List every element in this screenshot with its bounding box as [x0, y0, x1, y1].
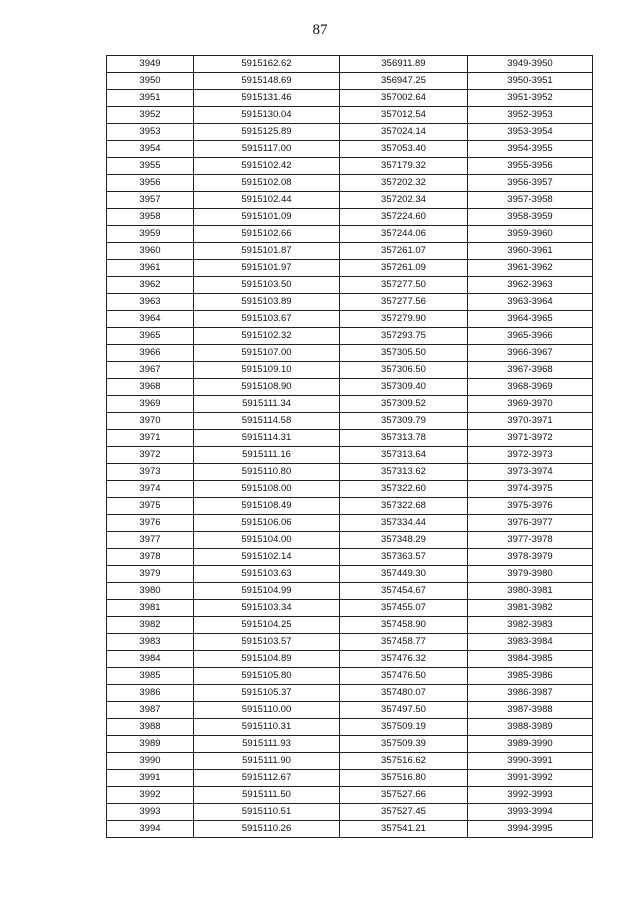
segment-cell: 3964-3965: [468, 311, 593, 328]
point-number-cell: 3956: [107, 175, 194, 192]
table-row: [107, 192, 593, 209]
segment-cell: 3977-3978: [468, 532, 593, 549]
x-coordinate-cell: 5915114.31: [194, 430, 340, 447]
point-number-cell: 3994: [107, 821, 194, 838]
table-row: [107, 600, 593, 617]
segment-cell: 3970-3971: [468, 413, 593, 430]
y-coordinate-cell: 357313.62: [340, 464, 468, 481]
segment-cell: 3986-3987: [468, 685, 593, 702]
x-coordinate-cell: 5915101.97: [194, 260, 340, 277]
point-number-cell: 3985: [107, 668, 194, 685]
point-number-cell: 3976: [107, 515, 194, 532]
y-coordinate-cell: 357012.54: [340, 107, 468, 124]
x-coordinate-cell: 5915102.66: [194, 226, 340, 243]
point-number-cell: 3981: [107, 600, 194, 617]
segment-cell: 3960-3961: [468, 243, 593, 260]
point-number-cell: 3990: [107, 753, 194, 770]
segment-cell: 3975-3976: [468, 498, 593, 515]
table-row: [107, 107, 593, 124]
table-row: [107, 362, 593, 379]
point-number-cell: 3960: [107, 243, 194, 260]
segment-cell: 3962-3963: [468, 277, 593, 294]
y-coordinate-cell: 357293.75: [340, 328, 468, 345]
point-number-cell: 3987: [107, 702, 194, 719]
point-number-cell: 3961: [107, 260, 194, 277]
segment-cell: 3984-3985: [468, 651, 593, 668]
table-row: [107, 651, 593, 668]
point-number-cell: 3967: [107, 362, 194, 379]
point-number-cell: 3951: [107, 90, 194, 107]
table-row: [107, 226, 593, 243]
point-number-cell: 3953: [107, 124, 194, 141]
y-coordinate-cell: 357480.07: [340, 685, 468, 702]
point-number-cell: 3983: [107, 634, 194, 651]
y-coordinate-cell: 357305.50: [340, 345, 468, 362]
y-coordinate-cell: 357509.19: [340, 719, 468, 736]
table-row: [107, 702, 593, 719]
table-row: [107, 668, 593, 685]
y-coordinate-cell: 357458.90: [340, 617, 468, 634]
segment-cell: 3979-3980: [468, 566, 593, 583]
x-coordinate-cell: 5915112.67: [194, 770, 340, 787]
y-coordinate-cell: 357306.50: [340, 362, 468, 379]
y-coordinate-cell: 357322.60: [340, 481, 468, 498]
x-coordinate-cell: 5915103.67: [194, 311, 340, 328]
table-row: [107, 328, 593, 345]
table-row: [107, 345, 593, 362]
point-number-cell: 3973: [107, 464, 194, 481]
table-row: [107, 515, 593, 532]
table-row: [107, 566, 593, 583]
segment-cell: 3978-3979: [468, 549, 593, 566]
x-coordinate-cell: 5915102.42: [194, 158, 340, 175]
segment-cell: 3965-3966: [468, 328, 593, 345]
point-number-cell: 3972: [107, 447, 194, 464]
y-coordinate-cell: 357309.40: [340, 379, 468, 396]
y-coordinate-cell: 357309.52: [340, 396, 468, 413]
y-coordinate-cell: 356947.25: [340, 73, 468, 90]
x-coordinate-cell: 5915103.57: [194, 634, 340, 651]
segment-cell: 3954-3955: [468, 141, 593, 158]
x-coordinate-cell: 5915102.32: [194, 328, 340, 345]
x-coordinate-cell: 5915102.08: [194, 175, 340, 192]
table-row: [107, 447, 593, 464]
x-coordinate-cell: 5915102.44: [194, 192, 340, 209]
segment-cell: 3961-3962: [468, 260, 593, 277]
x-coordinate-cell: 5915148.69: [194, 73, 340, 90]
y-coordinate-cell: 357527.45: [340, 804, 468, 821]
table-row: [107, 158, 593, 175]
table-row: [107, 243, 593, 260]
point-number-cell: 3959: [107, 226, 194, 243]
point-number-cell: 3986: [107, 685, 194, 702]
coordinates-table-body: [107, 56, 593, 838]
table-row: [107, 413, 593, 430]
y-coordinate-cell: 357516.62: [340, 753, 468, 770]
segment-cell: 3983-3984: [468, 634, 593, 651]
x-coordinate-cell: 5915125.89: [194, 124, 340, 141]
y-coordinate-cell: 357476.50: [340, 668, 468, 685]
y-coordinate-cell: 357334.44: [340, 515, 468, 532]
segment-cell: 3949-3950: [468, 56, 593, 73]
y-coordinate-cell: 357261.09: [340, 260, 468, 277]
table-row: [107, 277, 593, 294]
table-row: [107, 617, 593, 634]
y-coordinate-cell: 357179.32: [340, 158, 468, 175]
coordinates-table: [106, 55, 593, 838]
table-row: [107, 56, 593, 73]
y-coordinate-cell: 357261.07: [340, 243, 468, 260]
x-coordinate-cell: 5915103.63: [194, 566, 340, 583]
point-number-cell: 3980: [107, 583, 194, 600]
point-number-cell: 3950: [107, 73, 194, 90]
segment-cell: 3950-3951: [468, 73, 593, 90]
y-coordinate-cell: 357277.50: [340, 277, 468, 294]
segment-cell: 3967-3968: [468, 362, 593, 379]
point-number-cell: 3978: [107, 549, 194, 566]
x-coordinate-cell: 5915101.09: [194, 209, 340, 226]
x-coordinate-cell: 5915104.89: [194, 651, 340, 668]
y-coordinate-cell: 357322.68: [340, 498, 468, 515]
point-number-cell: 3954: [107, 141, 194, 158]
segment-cell: 3976-3977: [468, 515, 593, 532]
point-number-cell: 3952: [107, 107, 194, 124]
x-coordinate-cell: 5915117.00: [194, 141, 340, 158]
table-row: [107, 532, 593, 549]
segment-cell: 3974-3975: [468, 481, 593, 498]
table-row: [107, 804, 593, 821]
x-coordinate-cell: 5915103.34: [194, 600, 340, 617]
point-number-cell: 3988: [107, 719, 194, 736]
point-number-cell: 3949: [107, 56, 194, 73]
x-coordinate-cell: 5915104.25: [194, 617, 340, 634]
x-coordinate-cell: 5915111.90: [194, 753, 340, 770]
segment-cell: 3985-3986: [468, 668, 593, 685]
point-number-cell: 3991: [107, 770, 194, 787]
x-coordinate-cell: 5915111.16: [194, 447, 340, 464]
table-row: [107, 770, 593, 787]
point-number-cell: 3969: [107, 396, 194, 413]
y-coordinate-cell: 357202.32: [340, 175, 468, 192]
point-number-cell: 3993: [107, 804, 194, 821]
table-row: [107, 430, 593, 447]
point-number-cell: 3955: [107, 158, 194, 175]
point-number-cell: 3958: [107, 209, 194, 226]
point-number-cell: 3989: [107, 736, 194, 753]
y-coordinate-cell: 357509.39: [340, 736, 468, 753]
point-number-cell: 3977: [107, 532, 194, 549]
x-coordinate-cell: 5915110.80: [194, 464, 340, 481]
y-coordinate-cell: 357244.06: [340, 226, 468, 243]
table-row: [107, 124, 593, 141]
y-coordinate-cell: 357277.56: [340, 294, 468, 311]
segment-cell: 3972-3973: [468, 447, 593, 464]
x-coordinate-cell: 5915107.00: [194, 345, 340, 362]
point-number-cell: 3992: [107, 787, 194, 804]
point-number-cell: 3974: [107, 481, 194, 498]
x-coordinate-cell: 5915110.51: [194, 804, 340, 821]
x-coordinate-cell: 5915108.49: [194, 498, 340, 515]
point-number-cell: 3963: [107, 294, 194, 311]
table-row: [107, 583, 593, 600]
table-row: [107, 90, 593, 107]
x-coordinate-cell: 5915104.99: [194, 583, 340, 600]
y-coordinate-cell: 357279.90: [340, 311, 468, 328]
point-number-cell: 3965: [107, 328, 194, 345]
table-row: [107, 549, 593, 566]
segment-cell: 3953-3954: [468, 124, 593, 141]
x-coordinate-cell: 5915111.93: [194, 736, 340, 753]
x-coordinate-cell: 5915110.26: [194, 821, 340, 838]
page-number: 87: [312, 22, 328, 38]
segment-cell: 3956-3957: [468, 175, 593, 192]
point-number-cell: 3971: [107, 430, 194, 447]
table-row: [107, 634, 593, 651]
segment-cell: 3989-3990: [468, 736, 593, 753]
y-coordinate-cell: 356911.89: [340, 56, 468, 73]
y-coordinate-cell: 357363.57: [340, 549, 468, 566]
x-coordinate-cell: 5915105.37: [194, 685, 340, 702]
segment-cell: 3957-3958: [468, 192, 593, 209]
x-coordinate-cell: 5915130.04: [194, 107, 340, 124]
segment-cell: 3980-3981: [468, 583, 593, 600]
x-coordinate-cell: 5915105.80: [194, 668, 340, 685]
point-number-cell: 3957: [107, 192, 194, 209]
table-row: [107, 260, 593, 277]
point-number-cell: 3970: [107, 413, 194, 430]
table-row: [107, 787, 593, 804]
point-number-cell: 3964: [107, 311, 194, 328]
y-coordinate-cell: 357541.21: [340, 821, 468, 838]
y-coordinate-cell: 357516.80: [340, 770, 468, 787]
x-coordinate-cell: 5915102.14: [194, 549, 340, 566]
segment-cell: 3959-3960: [468, 226, 593, 243]
segment-cell: 3955-3956: [468, 158, 593, 175]
segment-cell: 3981-3982: [468, 600, 593, 617]
segment-cell: 3973-3974: [468, 464, 593, 481]
table-row: [107, 685, 593, 702]
table-row: [107, 209, 593, 226]
y-coordinate-cell: 357458.77: [340, 634, 468, 651]
table-row: [107, 141, 593, 158]
y-coordinate-cell: 357313.64: [340, 447, 468, 464]
point-number-cell: 3982: [107, 617, 194, 634]
point-number-cell: 3984: [107, 651, 194, 668]
y-coordinate-cell: 357024.14: [340, 124, 468, 141]
y-coordinate-cell: 357527.66: [340, 787, 468, 804]
table-row: [107, 73, 593, 90]
segment-cell: 3971-3972: [468, 430, 593, 447]
x-coordinate-cell: 5915109.10: [194, 362, 340, 379]
table-row: [107, 719, 593, 736]
table-row: [107, 498, 593, 515]
table-row: [107, 464, 593, 481]
y-coordinate-cell: 357497.50: [340, 702, 468, 719]
table-row: [107, 294, 593, 311]
table-row: [107, 396, 593, 413]
y-coordinate-cell: 357449.30: [340, 566, 468, 583]
segment-cell: 3952-3953: [468, 107, 593, 124]
x-coordinate-cell: 5915103.89: [194, 294, 340, 311]
x-coordinate-cell: 5915101.87: [194, 243, 340, 260]
x-coordinate-cell: 5915103.50: [194, 277, 340, 294]
y-coordinate-cell: 357002.64: [340, 90, 468, 107]
point-number-cell: 3966: [107, 345, 194, 362]
table-row: [107, 175, 593, 192]
segment-cell: 3990-3991: [468, 753, 593, 770]
x-coordinate-cell: 5915110.31: [194, 719, 340, 736]
y-coordinate-cell: 357224.60: [340, 209, 468, 226]
segment-cell: 3992-3993: [468, 787, 593, 804]
segment-cell: 3991-3992: [468, 770, 593, 787]
segment-cell: 3969-3970: [468, 396, 593, 413]
y-coordinate-cell: 357202.34: [340, 192, 468, 209]
y-coordinate-cell: 357309.79: [340, 413, 468, 430]
segment-cell: 3963-3964: [468, 294, 593, 311]
x-coordinate-cell: 5915131.46: [194, 90, 340, 107]
segment-cell: 3982-3983: [468, 617, 593, 634]
segment-cell: 3968-3969: [468, 379, 593, 396]
segment-cell: 3966-3967: [468, 345, 593, 362]
point-number-cell: 3975: [107, 498, 194, 515]
x-coordinate-cell: 5915108.00: [194, 481, 340, 498]
table-row: [107, 481, 593, 498]
table-row: [107, 379, 593, 396]
x-coordinate-cell: 5915104.00: [194, 532, 340, 549]
table-row: [107, 736, 593, 753]
x-coordinate-cell: 5915110.00: [194, 702, 340, 719]
y-coordinate-cell: 357348.29: [340, 532, 468, 549]
segment-cell: 3988-3989: [468, 719, 593, 736]
segment-cell: 3951-3952: [468, 90, 593, 107]
point-number-cell: 3979: [107, 566, 194, 583]
segment-cell: 3958-3959: [468, 209, 593, 226]
segment-cell: 3993-3994: [468, 804, 593, 821]
y-coordinate-cell: 357313.78: [340, 430, 468, 447]
y-coordinate-cell: 357476.32: [340, 651, 468, 668]
table-row: [107, 311, 593, 328]
x-coordinate-cell: 5915111.34: [194, 396, 340, 413]
y-coordinate-cell: 357053.40: [340, 141, 468, 158]
y-coordinate-cell: 357454.67: [340, 583, 468, 600]
segment-cell: 3994-3995: [468, 821, 593, 838]
x-coordinate-cell: 5915106.06: [194, 515, 340, 532]
x-coordinate-cell: 5915162.62: [194, 56, 340, 73]
point-number-cell: 3962: [107, 277, 194, 294]
table-row: [107, 753, 593, 770]
x-coordinate-cell: 5915108.90: [194, 379, 340, 396]
segment-cell: 3987-3988: [468, 702, 593, 719]
x-coordinate-cell: 5915111.50: [194, 787, 340, 804]
y-coordinate-cell: 357455.07: [340, 600, 468, 617]
x-coordinate-cell: 5915114.58: [194, 413, 340, 430]
point-number-cell: 3968: [107, 379, 194, 396]
table-row: [107, 821, 593, 838]
